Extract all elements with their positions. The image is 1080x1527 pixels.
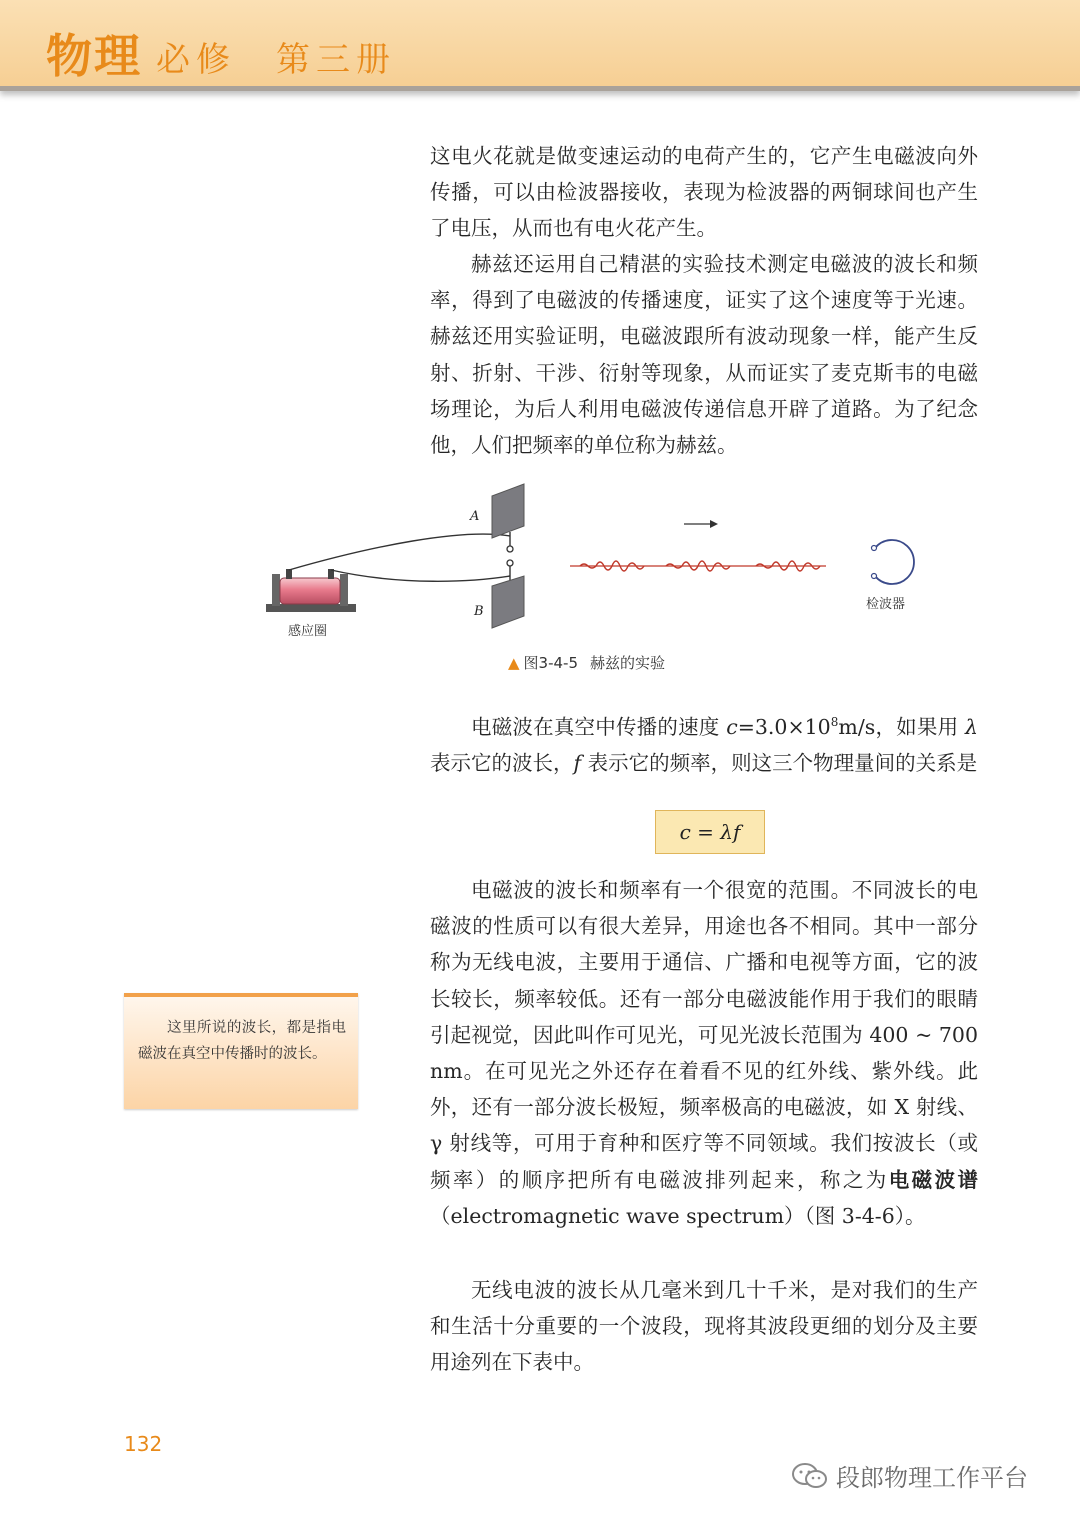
paragraph-1: 这电火花就是做变速运动的电荷产生的，它产生电磁波向外传播，可以由检波器接收，表现为检波器的两铜球间也产生了电压，从而也有电火花产生。 [430,144,978,241]
margin-note [124,993,358,1109]
paragraph-2: 赫兹还运用自己精湛的实验技术测定电磁波的波长和频率，得到了电磁波的传播速度，证实了这个速度等于光速。赫兹还用实验证明，电磁波跟所有波动现象一样，能产生反射、折射、干涉、衍射等现象，从而证实了麦克斯韦的电磁场理论，为后人利用电磁波传递信息开辟了道路。为了纪念他，人们把频率的单位称为赫兹。 [430,252,978,458]
paragraph-4: 电磁波的波长和频率有一个很宽的范围。不同波长的电磁波的性质可以有很大差异，用途也各不相同。其中一部分称为无线电波，主要用于通信、广播和电视等方面，它的波长较长，频率较低。还有一部分电磁波能作用于我们的眼睛引起视觉，因此叫作可见光，可见光波长范围为 400 ~ 700 nm。在可见光之外还存在着看不见的红外线、紫外线。此外，还有一部分波长极短，频率极高的电磁波，如 X 射线、γ 射线等，可用于育种和医疗等不同领域。我们按波长（或频率）的顺序把所有电磁波排列起来，称之为电磁波谱（electromagnetic wave spectrum）（图 3-4-6）。 [430,878,979,1228]
detector-ring [872,540,914,584]
plate-b-label: B [474,604,484,619]
wave-formula: c = λf [655,810,765,854]
page-number: 132 [124,1432,163,1456]
arrow-right-icon [684,520,718,528]
wechat-icon [790,1461,830,1491]
watermark [790,1458,1028,1493]
caption-title: 赫兹的实验 [590,654,666,672]
header-subject: 物理 [46,29,142,83]
paragraph-3: 电磁波在真空中传播的速度 $c=3.0\times 10^8m/s$，如果用 λ 表示它的波长，f 表示它的频率，则这三个物理量间的关系是 [430,714,978,776]
caption-marker-icon: ▲ [508,654,520,672]
figure-caption [508,652,665,673]
coil-label: 感应圈 [288,624,328,639]
term-em-spectrum: 电磁波谱 [888,1167,979,1192]
induction-coil [266,569,356,612]
plate-a-label: A [470,509,480,524]
header-volume: 必修 第三册 [156,40,396,80]
page-header [0,0,1080,91]
watermark-text: 段郎物理工作平台 [836,1464,1028,1492]
margin-note-text: 这里所说的波长，都是指电磁波在真空中传播时的波长。 [138,1020,346,1062]
detector-label: 检波器 [866,597,906,612]
hertz-experiment-figure [262,478,942,668]
caption-number: 图3-4-5 [523,654,579,672]
paragraph-5: 无线电波的波长从几毫米到几十千米，是对我们的生产和生活十分重要的一个波段，现将其波段更细的划分及主要用途列在下表中。 [430,1278,978,1375]
